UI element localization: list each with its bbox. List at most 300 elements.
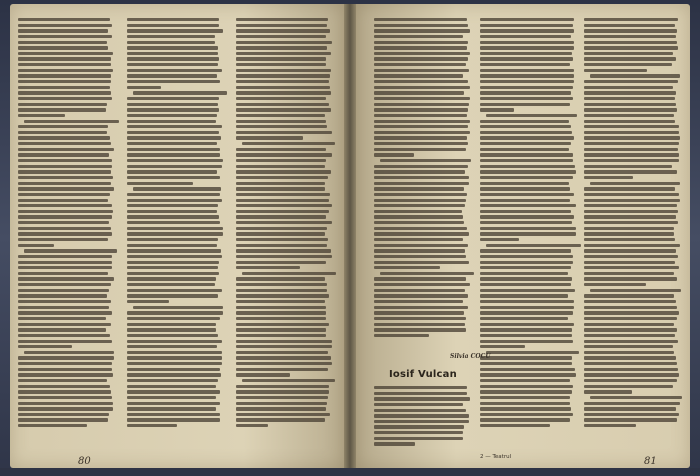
text-line: [486, 351, 579, 354]
text-line: [18, 396, 112, 399]
text-line: [480, 390, 572, 393]
text-line: [584, 86, 673, 89]
text-line: [127, 402, 220, 405]
text-line: [236, 80, 329, 83]
text-line: [18, 340, 112, 343]
text-line: [18, 368, 112, 371]
right-text-column-1: [374, 18, 470, 337]
text-line: [584, 351, 674, 354]
text-line: [584, 97, 675, 100]
text-line: [127, 193, 220, 196]
text-line: [584, 204, 677, 207]
text-line: [374, 227, 467, 230]
text-line: [127, 227, 223, 230]
text-line: [584, 210, 678, 213]
text-line: [127, 351, 222, 354]
text-line: [584, 277, 677, 280]
text-line: [374, 249, 465, 252]
text-line: [127, 356, 222, 359]
text-line: [127, 80, 220, 83]
text-line: [18, 204, 112, 207]
text-line: [480, 345, 525, 348]
text-line: [480, 131, 572, 134]
text-line: [236, 136, 303, 139]
text-line: [127, 340, 222, 343]
text-line: [374, 80, 468, 83]
text-line: [18, 238, 108, 241]
text-line: [236, 210, 329, 213]
text-line: [236, 413, 330, 416]
text-line: [18, 300, 111, 303]
text-line: [127, 272, 219, 275]
text-line: [18, 385, 110, 388]
text-line: [584, 317, 677, 320]
text-line: [236, 317, 326, 320]
text-line: [480, 187, 570, 190]
text-line: [486, 244, 581, 247]
text-line: [374, 103, 469, 106]
text-line: [18, 266, 112, 269]
text-line: [127, 323, 216, 326]
text-line: [127, 261, 219, 264]
text-line: [236, 114, 325, 117]
text-line: [18, 142, 111, 145]
text-line: [236, 390, 329, 393]
text-line: [374, 397, 470, 400]
text-line: [480, 272, 568, 275]
text-line: [236, 63, 326, 66]
text-line: [18, 317, 106, 320]
text-line: [584, 176, 633, 179]
text-line: [480, 46, 574, 49]
text-line: [374, 142, 468, 145]
text-line: [480, 108, 514, 111]
text-line: [18, 277, 114, 280]
text-line: [18, 311, 112, 314]
section-heading: Iosif Vulcan: [389, 369, 457, 380]
text-line: [18, 210, 113, 213]
text-line: [374, 420, 469, 423]
text-line: [236, 283, 327, 286]
text-line: [480, 148, 569, 151]
text-line: [584, 238, 675, 241]
text-line: [374, 266, 440, 269]
text-line: [127, 345, 217, 348]
footer-note: 2 — Teatrul: [480, 454, 512, 460]
text-line: [127, 396, 216, 399]
text-line: [480, 356, 572, 359]
text-line: [242, 272, 336, 275]
text-line: [480, 170, 576, 173]
text-line: [18, 136, 110, 139]
text-line: [480, 204, 576, 207]
text-line: [374, 182, 469, 185]
text-line: [236, 238, 328, 241]
text-line: [584, 356, 676, 359]
text-line: [18, 334, 110, 337]
text-line: [374, 74, 463, 77]
text-line: [584, 221, 678, 224]
text-line: [584, 334, 675, 337]
text-line: [127, 255, 222, 258]
text-line: [374, 210, 462, 213]
text-line: [127, 407, 216, 410]
text-line: [127, 249, 221, 252]
text-line: [374, 63, 466, 66]
text-line: [236, 35, 326, 38]
text-line: [236, 300, 325, 303]
text-line: [127, 52, 218, 55]
text-line: [18, 402, 113, 405]
text-line: [584, 91, 676, 94]
text-line: [18, 35, 112, 38]
text-line: [18, 232, 112, 235]
text-line: [480, 142, 571, 145]
text-line: [127, 215, 219, 218]
text-line: [133, 187, 222, 190]
text-line: [18, 289, 109, 292]
text-line: [127, 114, 217, 117]
text-line: [18, 103, 107, 106]
text-line: [236, 193, 330, 196]
left-page: [10, 4, 344, 468]
text-line: [584, 362, 677, 365]
text-line: [18, 108, 106, 111]
text-line: [18, 187, 114, 190]
text-line: [127, 153, 220, 156]
text-line: [374, 204, 465, 207]
text-line: [18, 413, 109, 416]
text-line: [480, 125, 571, 128]
text-line: [18, 193, 110, 196]
text-line: [18, 215, 112, 218]
text-line: [584, 311, 679, 314]
text-line: [480, 385, 573, 388]
text-line: [374, 403, 463, 406]
text-line: [584, 18, 678, 21]
text-line: [127, 362, 222, 365]
text-line: [374, 328, 466, 331]
text-line: [236, 368, 328, 371]
text-line: [18, 390, 111, 393]
text-line: [584, 131, 679, 134]
text-line: [236, 244, 327, 247]
text-line: [374, 232, 469, 235]
text-line: [236, 182, 325, 185]
text-line: [584, 159, 679, 162]
text-line: [236, 221, 332, 224]
text-line: [236, 24, 327, 27]
text-line: [480, 266, 571, 269]
text-line: [584, 142, 679, 145]
text-line: [127, 125, 222, 128]
text-line: [18, 221, 109, 224]
text-line: [127, 277, 216, 280]
text-line: [18, 418, 108, 421]
text-line: [480, 255, 573, 258]
text-line: [480, 407, 571, 410]
text-line: [127, 46, 218, 49]
text-line: [374, 57, 468, 60]
text-line: [374, 97, 470, 100]
text-line: [480, 29, 574, 32]
text-line: [127, 221, 220, 224]
text-line: [374, 244, 468, 247]
text-line: [127, 289, 222, 292]
text-line: [374, 311, 464, 314]
text-line: [374, 108, 468, 111]
text-line: [127, 328, 216, 331]
text-line: [480, 80, 574, 83]
text-line: [480, 57, 573, 60]
text-line: [127, 41, 215, 44]
text-line: [374, 199, 466, 202]
text-line: [374, 18, 467, 21]
text-line: [374, 300, 463, 303]
text-line: [374, 386, 467, 389]
text-line: [127, 18, 219, 21]
text-line: [480, 261, 573, 264]
text-line: [584, 249, 676, 252]
text-line: [236, 385, 329, 388]
text-line: [584, 373, 679, 376]
text-line: [584, 57, 676, 60]
text-line: [127, 103, 218, 106]
text-line: [236, 165, 325, 168]
text-line: [374, 131, 470, 134]
text-line: [236, 170, 331, 173]
text-line: [374, 114, 467, 117]
text-line: [380, 159, 471, 162]
text-line: [486, 114, 578, 117]
text-line: [480, 379, 570, 382]
right-text-column-2: [480, 18, 576, 427]
text-line: [18, 227, 111, 230]
text-line: [584, 379, 677, 382]
text-line: [480, 215, 574, 218]
text-line: [236, 340, 332, 343]
text-line: [374, 294, 468, 297]
text-line: [374, 409, 466, 412]
text-line: [480, 238, 519, 241]
text-line: [127, 199, 222, 202]
text-line: [480, 97, 573, 100]
text-line: [480, 63, 570, 66]
text-line: [584, 114, 674, 117]
text-line: [480, 120, 569, 123]
text-line: [584, 165, 672, 168]
text-line: [18, 57, 111, 60]
text-line: [127, 69, 222, 72]
text-line: [127, 334, 218, 337]
text-line: [236, 356, 331, 359]
text-line: [584, 41, 677, 44]
text-line: [18, 131, 107, 134]
text-line: [374, 289, 465, 292]
text-line: [127, 373, 221, 376]
text-line: [480, 289, 575, 292]
text-line: [374, 35, 463, 38]
text-line: [480, 396, 570, 399]
text-line: [584, 294, 674, 297]
text-line: [584, 244, 680, 247]
text-line: [584, 390, 632, 393]
text-line: [480, 368, 575, 371]
text-line: [127, 266, 218, 269]
text-line: [127, 57, 219, 60]
text-line: [18, 46, 108, 49]
text-line: [18, 41, 107, 44]
text-line: [480, 300, 574, 303]
text-line: [127, 182, 193, 185]
text-line: [480, 159, 573, 162]
text-line: [18, 18, 110, 21]
text-line: [480, 210, 571, 213]
text-line: [236, 131, 332, 134]
text-line: [480, 317, 568, 320]
text-line: [480, 18, 574, 21]
text-line: [374, 46, 467, 49]
text-line: [584, 187, 675, 190]
text-line: [236, 46, 327, 49]
text-line: [584, 261, 675, 264]
text-line: [18, 244, 54, 247]
text-line: [584, 170, 677, 173]
text-line: [584, 368, 678, 371]
text-line: [584, 35, 676, 38]
text-line: [480, 91, 571, 94]
text-line: [480, 294, 568, 297]
text-line: [480, 74, 574, 77]
right-page-number: 81: [644, 456, 657, 467]
text-line: [18, 362, 112, 365]
text-line: [18, 345, 72, 348]
text-line: [584, 29, 677, 32]
text-line: [590, 289, 682, 292]
text-line: [236, 255, 332, 258]
text-line: [584, 418, 677, 421]
text-line: [236, 57, 326, 60]
text-line: [18, 153, 109, 156]
right-text-column-1-continued: [374, 386, 470, 446]
text-line: [127, 35, 215, 38]
text-line: [24, 120, 119, 123]
text-line: [374, 323, 465, 326]
text-line: [236, 328, 326, 331]
text-line: [584, 266, 679, 269]
text-line: [18, 29, 108, 32]
text-line: [374, 255, 466, 258]
text-line: [480, 182, 569, 185]
text-line: [236, 91, 331, 94]
left-text-column-3: [236, 18, 332, 427]
text-line: [127, 283, 215, 286]
text-line: [480, 86, 573, 89]
author-signature: Silvia COCU: [450, 353, 491, 360]
text-line: [236, 289, 327, 292]
text-line: [480, 323, 574, 326]
text-line: [236, 277, 325, 280]
text-line: [18, 148, 114, 151]
text-line: [480, 24, 573, 27]
text-line: [480, 373, 576, 376]
text-line: [18, 114, 65, 117]
text-line: [584, 345, 673, 348]
text-line: [480, 176, 573, 179]
left-text-column-2: [127, 18, 223, 427]
text-line: [584, 402, 680, 405]
text-line: [584, 125, 679, 128]
text-line: [236, 86, 330, 89]
text-line: [127, 232, 223, 235]
text-line: [374, 91, 464, 94]
text-line: [236, 345, 332, 348]
text-line: [242, 379, 336, 382]
left-page-number: 80: [78, 456, 91, 467]
text-line: [584, 63, 672, 66]
text-line: [480, 311, 573, 314]
text-line: [584, 199, 680, 202]
left-text-column-1: [18, 18, 114, 427]
text-line: [127, 317, 220, 320]
text-line: [480, 283, 571, 286]
book-gutter: [344, 4, 356, 468]
text-line: [24, 249, 117, 252]
text-line: [18, 323, 111, 326]
text-line: [127, 29, 223, 32]
text-line: [18, 424, 87, 427]
text-line: [584, 193, 679, 196]
text-line: [127, 379, 218, 382]
text-line: [236, 108, 331, 111]
text-line: [236, 153, 332, 156]
text-line: [374, 215, 463, 218]
text-line: [18, 165, 112, 168]
text-line: [584, 232, 674, 235]
text-line: [584, 424, 636, 427]
text-line: [127, 385, 216, 388]
text-line: [480, 165, 575, 168]
text-line: [236, 18, 328, 21]
text-line: [236, 227, 327, 230]
text-line: [480, 402, 570, 405]
text-line: [18, 356, 114, 359]
text-line: [236, 294, 329, 297]
text-line: [127, 165, 222, 168]
text-line: [374, 317, 466, 320]
text-line: [480, 193, 574, 196]
text-line: [374, 153, 414, 156]
text-line: [236, 396, 328, 399]
text-line: [374, 431, 463, 434]
text-line: [374, 136, 467, 139]
text-line: [374, 24, 468, 27]
text-line: [374, 125, 468, 128]
text-line: [374, 29, 470, 32]
text-line: [236, 69, 331, 72]
text-line: [584, 340, 678, 343]
text-line: [127, 170, 217, 173]
text-line: [236, 125, 327, 128]
text-line: [480, 306, 574, 309]
text-line: [480, 277, 572, 280]
text-line: [236, 261, 326, 264]
text-line: [584, 108, 677, 111]
text-line: [242, 142, 336, 145]
text-line: [18, 272, 108, 275]
text-line: [584, 215, 676, 218]
text-line: [236, 215, 326, 218]
